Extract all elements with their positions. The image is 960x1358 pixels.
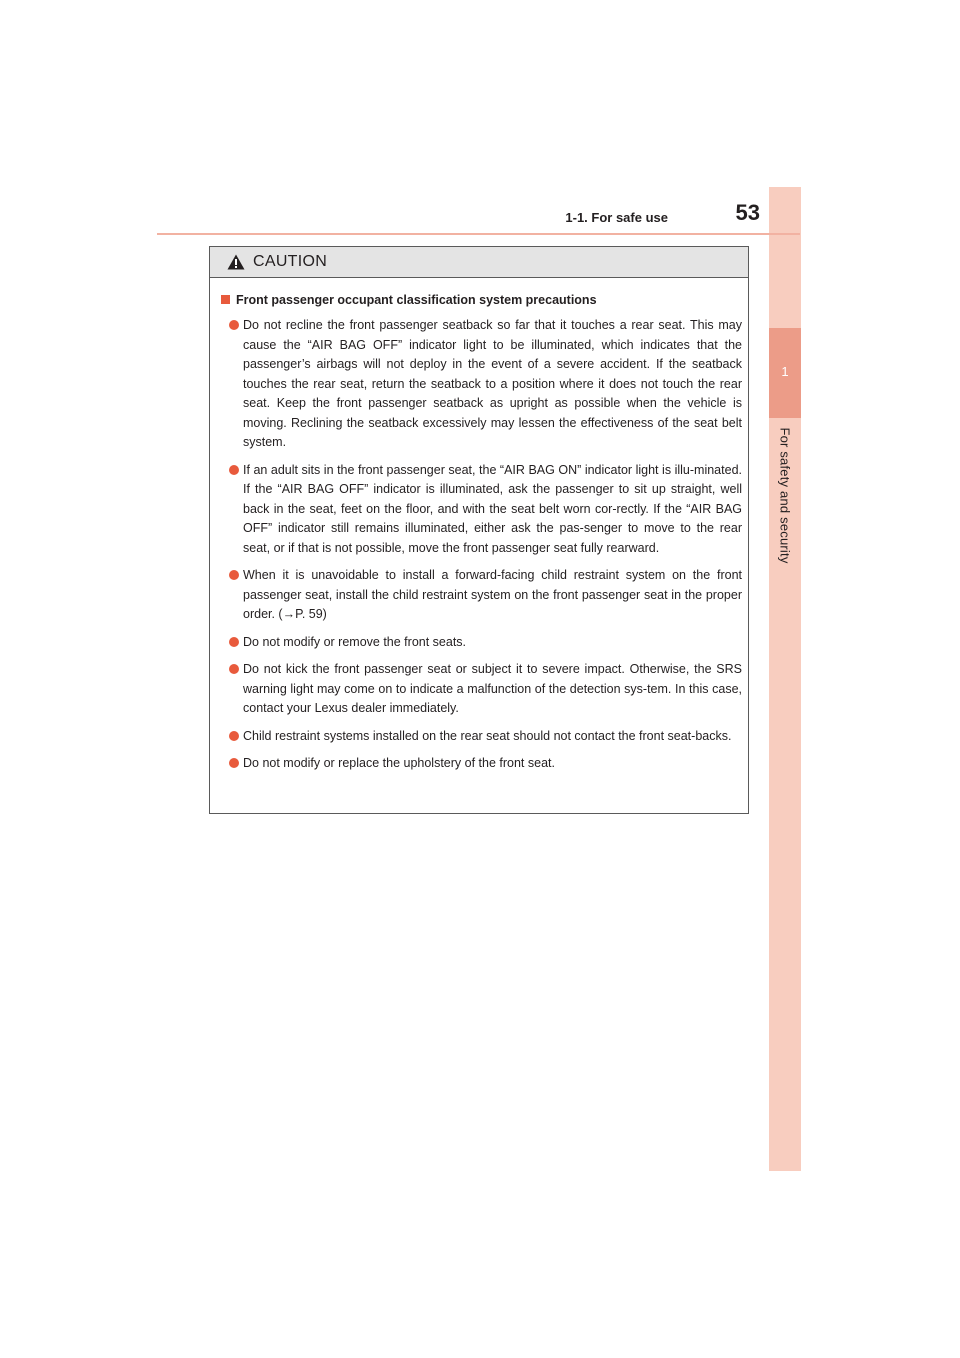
list-item <box>221 660 742 719</box>
list-item-text: Do not recline the front passenger seatback so far that it touches a rear seat. This may cause the “AIR BAG OFF” indicator light to be illuminated, which indicates that the passenger’s airbags will not deploy in the event of a severe accident. If the seatback touches the rear seat, return the seatback to a position where it does not touch the rear seat. Keep the front passenger seatback as upright as possible when the vehicle is moving. Reclining the seatback excessively may lessen the effectiveness of the seat belt system. <box>243 318 742 449</box>
caution-heading-text: Front passenger occupant classification system precautions <box>236 293 597 307</box>
page-number: 53 <box>735 200 760 225</box>
list-item <box>221 461 742 559</box>
caution-heading <box>221 292 742 308</box>
caution-box <box>209 246 749 814</box>
bullet-icon <box>229 758 239 768</box>
list-item <box>221 727 742 747</box>
chapter-title: For safety and security <box>777 427 793 564</box>
list-item-text: Do not kick the front passenger seat or subject it to severe impact. Otherwise, the SRS warning light may come on to indicate a malfunction of the detection sys-tem. In this case, contact your Lexus dealer immediately. <box>243 662 742 715</box>
bullet-icon <box>229 664 239 674</box>
bullet-icon <box>229 637 239 647</box>
list-item-text: If an adult sits in the front passenger seat, the “AIR BAG ON” indicator light is illu-minated. If the “AIR BAG OFF” indicator is illuminated, ask the passenger to sit up straight, well back in the seat, feet on the floor, and with the seat belt worn cor-rectly. If the “AIR BAG OFF” indicator still remains illuminated, either ask the pas-senger to move to the rear seat, or if that is not possible, move the front passenger seat fully rearward. <box>243 462 742 555</box>
list-item <box>221 566 742 625</box>
list-item <box>221 754 742 774</box>
warning-triangle-icon <box>227 254 245 270</box>
list-item-text: Child restraint systems installed on the rear seat should not contact the front seat-backs. <box>243 728 732 743</box>
bullet-icon <box>229 320 239 330</box>
square-bullet-icon <box>221 295 230 304</box>
list-item-text: When it is unavoidable to install a forward-facing child restraint system on the front passenger seat, install the child restraint system on the front passenger seat in the proper order. (→P. 59) <box>243 568 742 621</box>
header-divider <box>157 233 800 235</box>
bullet-icon <box>229 731 239 741</box>
list-item-text: Do not modify or remove the front seats. <box>243 634 467 649</box>
bullet-icon <box>229 570 239 580</box>
chapter-number: 1 <box>781 364 789 379</box>
caution-title: CAUTION <box>253 253 328 270</box>
section-title: 1-1. For safe use <box>565 210 668 225</box>
caution-header <box>210 247 748 278</box>
list-item <box>221 316 742 453</box>
list-item-text: Do not modify or replace the upholstery of the front seat. <box>243 756 555 770</box>
caution-body <box>210 278 748 774</box>
list-item <box>221 633 742 653</box>
bullet-icon <box>229 465 239 475</box>
